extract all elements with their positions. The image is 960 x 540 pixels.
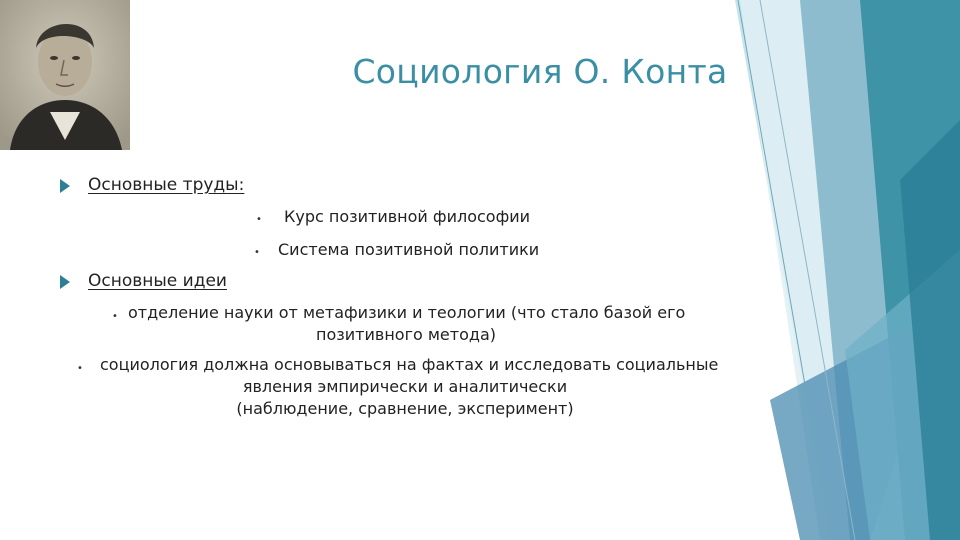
- idea-line: позитивного метода): [316, 325, 496, 344]
- slide-title: Социология О. Конта: [352, 52, 728, 91]
- bullet-icon: •: [112, 311, 118, 322]
- bullet-icon: •: [77, 363, 83, 374]
- idea-line: социология должна основываться на фактах и исследовать социальные: [100, 355, 719, 374]
- section-arrow-icon: [60, 179, 70, 193]
- list-item-work: Курс позитивной философии: [284, 207, 531, 226]
- idea-line: отделение науки от метафизики и теологии (что стало базой его: [128, 303, 686, 322]
- section-heading-works: Основные труды:: [88, 175, 245, 195]
- bullet-icon: •: [256, 214, 262, 225]
- section-heading-ideas: Основные идеи: [88, 271, 227, 291]
- idea-line: (наблюдение, сравнение, эксперимент): [236, 399, 574, 418]
- list-item-work: Система позитивной политики: [278, 240, 540, 259]
- bullet-icon: •: [254, 247, 260, 258]
- list-item-idea: [100, 354, 719, 420]
- list-item-idea: [128, 302, 684, 346]
- portrait-photo-icon: [0, 0, 130, 150]
- idea-line: явления эмпирически и аналитически: [242, 377, 568, 396]
- section-arrow-icon: [60, 275, 70, 289]
